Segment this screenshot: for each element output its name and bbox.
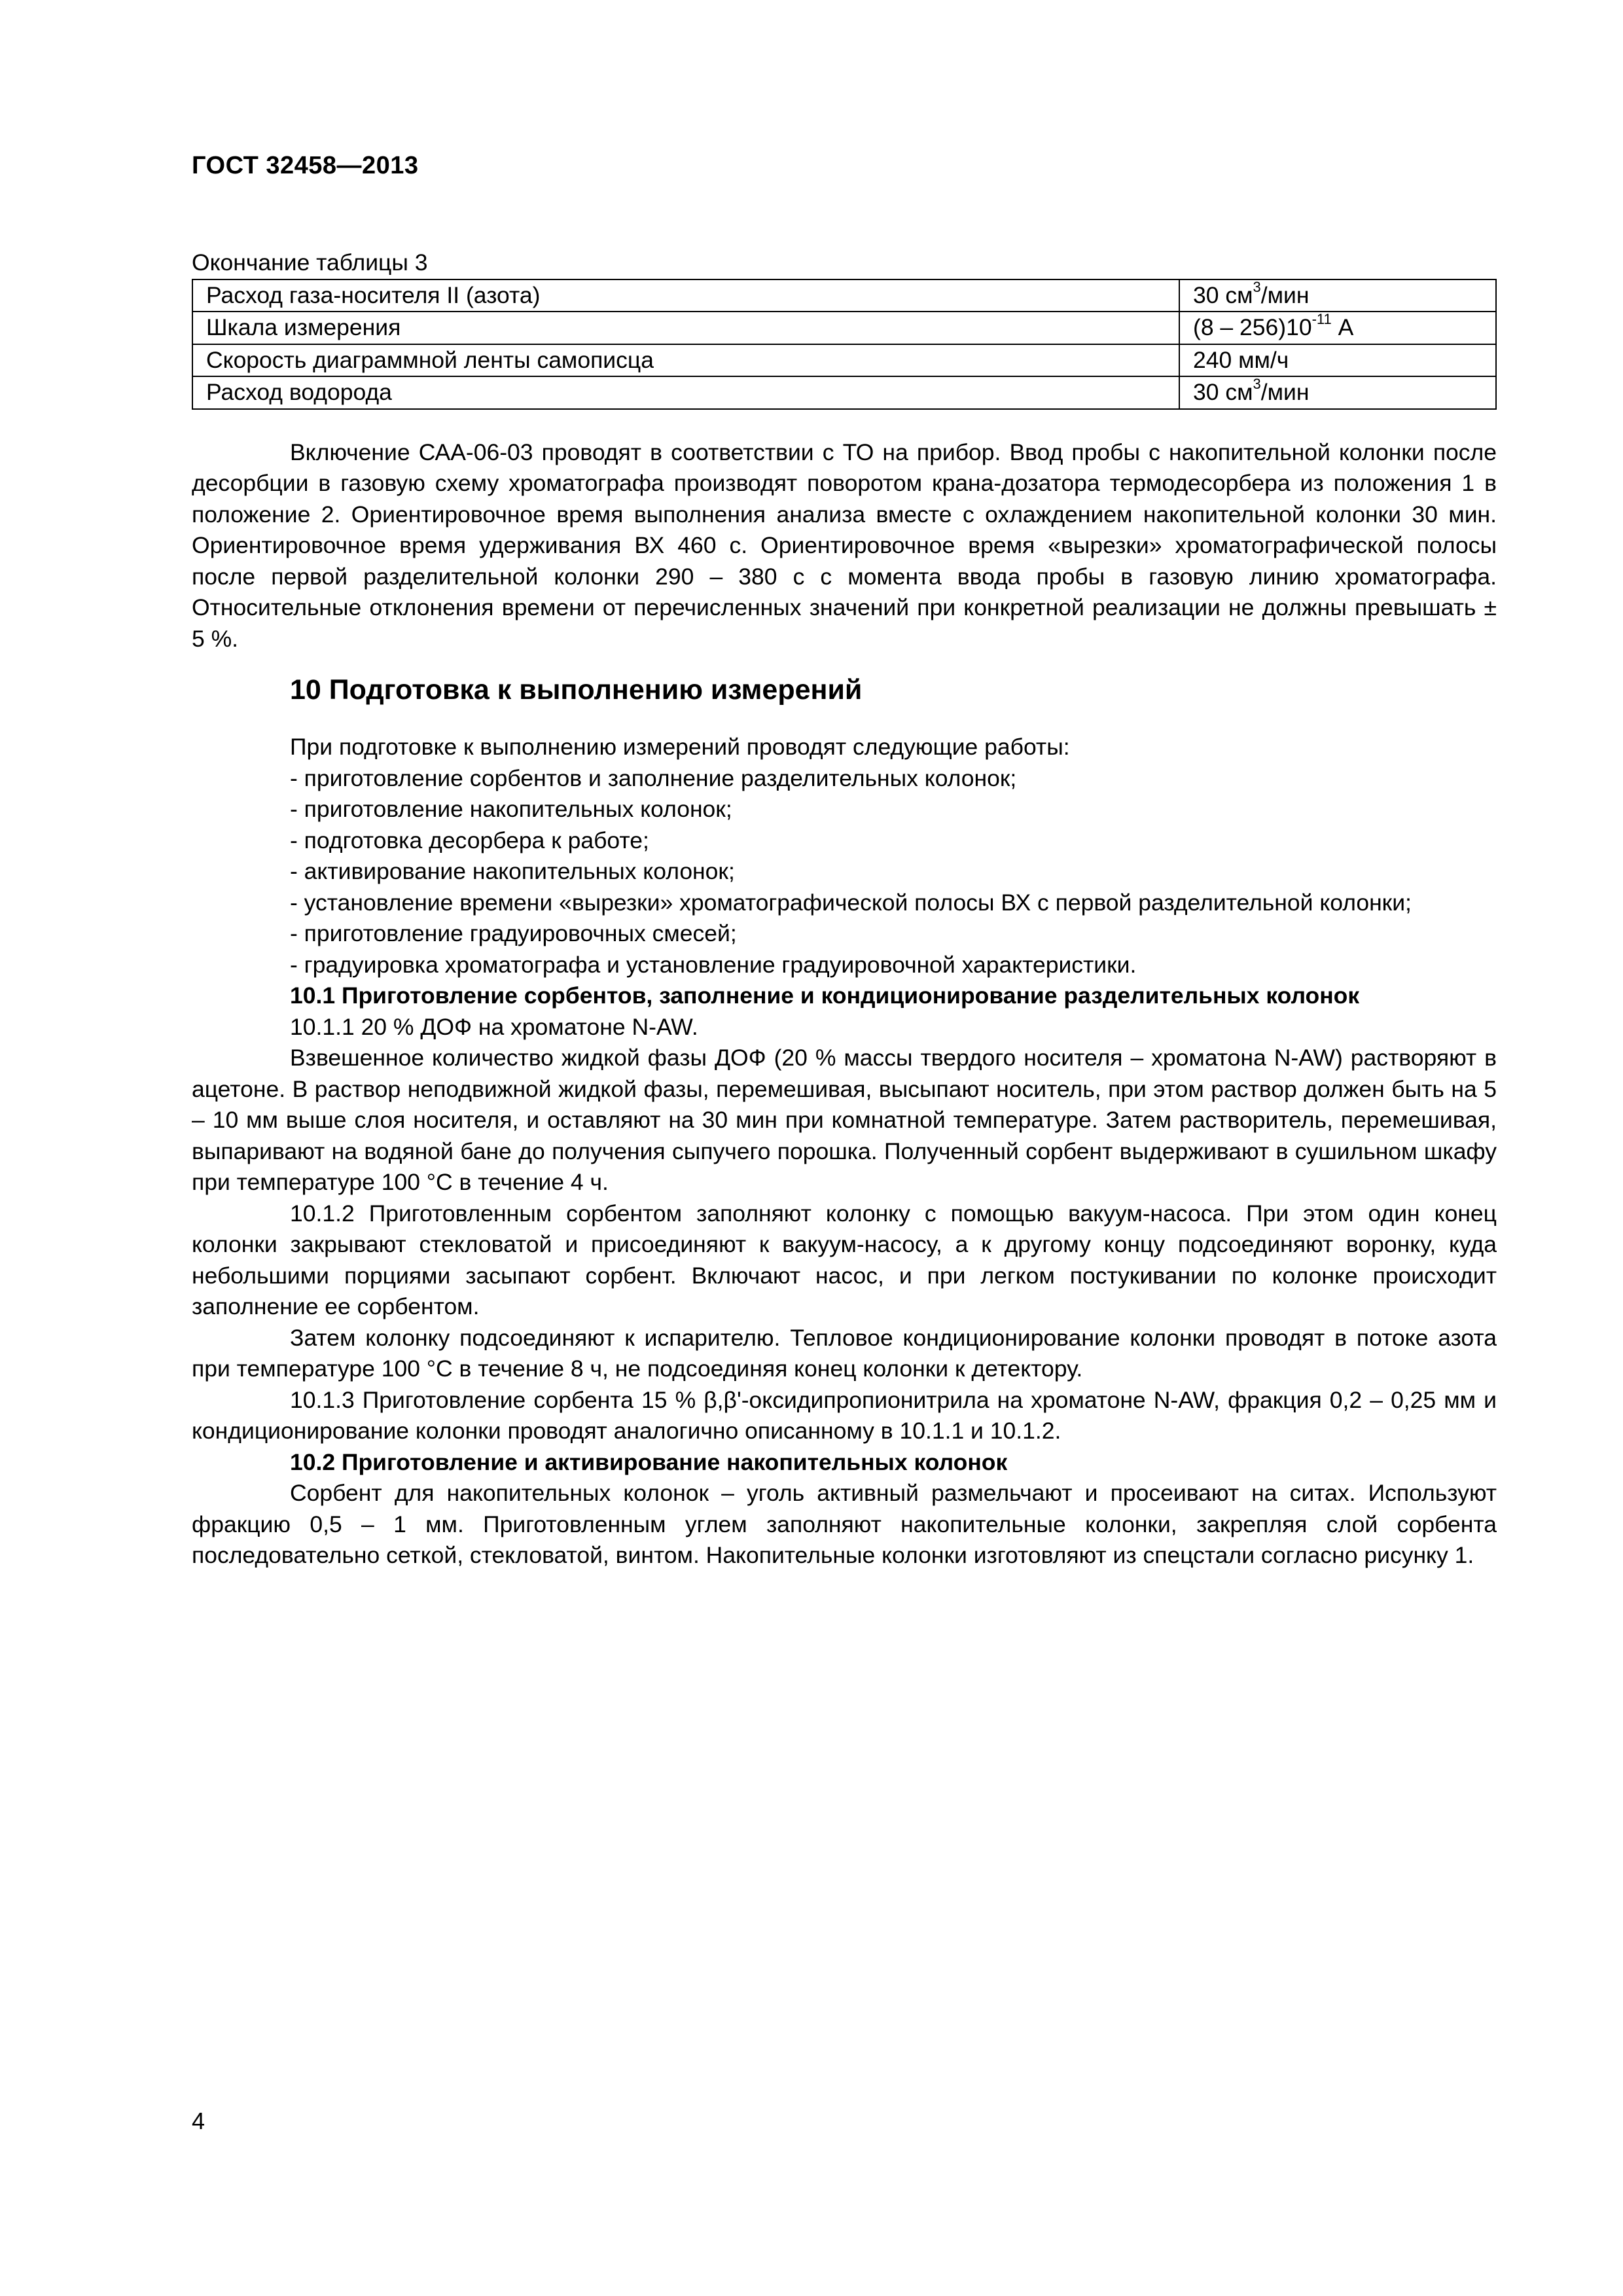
list-item: - приготовление сорбентов и заполнение разделительных колонок; <box>290 764 1017 791</box>
table-row <box>192 279 1496 312</box>
list-item: - подготовка десорбера к работе; <box>290 827 649 853</box>
list-item: - приготовление градуировочных смесей; <box>290 920 737 946</box>
value-superscript: -11 <box>1311 311 1332 328</box>
value-text: (8 – 256)10 <box>1193 314 1312 341</box>
table-row <box>192 312 1496 344</box>
table-cell-value <box>1179 344 1496 377</box>
table-cell-value <box>1179 312 1496 344</box>
paragraph-10-1-1: 10.1.1 20 % ДОФ на хроматоне N-AW. <box>290 1013 698 1040</box>
parameters-table <box>192 279 1497 410</box>
value-superscript: 3 <box>1253 278 1261 295</box>
table-cell-param: Шкала измерения <box>192 312 1179 344</box>
table-cell-param: Скорость диаграммной ленты самописца <box>192 344 1179 377</box>
table-cell-value <box>1179 279 1496 312</box>
value-superscript: 3 <box>1253 376 1261 393</box>
paragraph-10-1-3: 10.1.3 Приготовление сорбента 15 % β,β'-оксидипропионитрила на хроматоне N-AW, фракция 0,2 – 0,25 мм и кондиционирование колонки проводят аналогично описанному в 10.1.1 и 10.1.2. <box>192 1386 1497 1444</box>
list-item: - приготовление накопительных колонок; <box>290 796 732 822</box>
list-item: - установление времени «вырезки» хроматографической полосы ВХ с первой разделительной колонки; <box>290 889 1412 916</box>
value-text: 30 см <box>1193 281 1253 308</box>
page-number: 4 <box>192 2108 205 2134</box>
intro-paragraph: Включение САА-06-03 проводят в соответствии с ТО на прибор. Ввод пробы с накопительной колонки после десорбции в газовую схему хроматографа производят поворотом крана-дозатора термодесорбера из положения 1 в положение 2. Ориентировочное время выполнения анализа вместе с охлаждением накопительной колонки 30 мин. Ориентировочное время удерживания ВХ 460 с. Ориентировочное время «вырезки» хроматографической полосы после первой разделительной колонки 290 – 380 с с момента ввода пробы в газовую линию хроматографа. Относительные отклонения времени от перечисленных значений при конкретной реализации не должны превышать ± 5 %. <box>192 439 1497 652</box>
table-cell-param: Расход газа-носителя II (азота) <box>192 279 1179 312</box>
section-10-heading: 10 Подготовка к выполнению измерений <box>290 674 863 706</box>
section-10-1-heading: 10.1 Приготовление сорбентов, заполнение и кондиционирование разделительных колонок <box>290 982 1360 1009</box>
list-item: - активирование накопительных колонок; <box>290 858 735 884</box>
value-unit: А <box>1331 314 1354 341</box>
paragraph-10-1-1-body: Взвешенное количество жидкой фазы ДОФ (20 % массы твердого носителя – хроматона N-AW) растворяют в ацетоне. В раствор неподвижной жидкой фазы, перемешивая, высыпают носитель, при этом раствор должен быть на 5 – 10 мм выше слоя носителя, и оставляют на 30 мин при комнатной температуре. Затем растворитель, перемешивая, выпаривают на водяной бане до получения сыпучего порошка. Полученный сорбент выдерживают в сушильном шкафу при температуре 100 °С в течение 4 ч. <box>192 1045 1497 1195</box>
paragraph-10-1-2: 10.1.2 Приготовленным сорбентом заполняют колонку с помощью вакуум-насоса. При этом один конец колонки закрывают стекловатой и присоединяют к вакуум-насосу, а к другому концу подсоединяют воронку, куда небольшими порциями засыпают сорбент. Включают насос, и при легком постукивании по колонке происходит заполнение ее сорбентом. <box>192 1200 1497 1319</box>
table-caption: Окончание таблицы 3 <box>192 249 428 276</box>
table-cell-param: Расход водорода <box>192 376 1179 409</box>
value-unit: /мин <box>1260 281 1310 308</box>
value-unit: /мин <box>1260 379 1310 406</box>
section-10-2-heading: 10.2 Приготовление и активирование накопительных колонок <box>290 1448 1008 1475</box>
value-text: 240 мм/ч <box>1193 346 1289 373</box>
paragraph-10-1-2-cont: Затем колонку подсоединяют к испарителю. Тепловое кондиционирование колонки проводят в потоке азота при температуре 100 °С в течение 8 ч, не подсоединяя конец колонки к детектору. <box>192 1324 1497 1382</box>
paragraph-10-2: Сорбент для накопительных колонок – уголь активный размельчают и просеивают на ситах. Используют фракцию 0,5 – 1 мм. Приготовленным углем заполняют накопительные колонки, закрепляя слой сорбента последовательно сеткой, стекловатой, винтом. Накопительные колонки изготовляют из спецстали согласно рисунку 1. <box>192 1480 1497 1568</box>
page-content <box>192 247 1497 1571</box>
table-row <box>192 344 1496 377</box>
table-row <box>192 376 1496 409</box>
list-item: - градуировка хроматографа и установление градуировочной характеристики. <box>290 951 1137 978</box>
value-text: 30 см <box>1193 379 1253 406</box>
section-10-intro: При подготовке к выполнению измерений проводят следующие работы: <box>290 734 1070 760</box>
document-header: ГОСТ 32458—2013 <box>192 152 419 179</box>
table-cell-value <box>1179 376 1496 409</box>
